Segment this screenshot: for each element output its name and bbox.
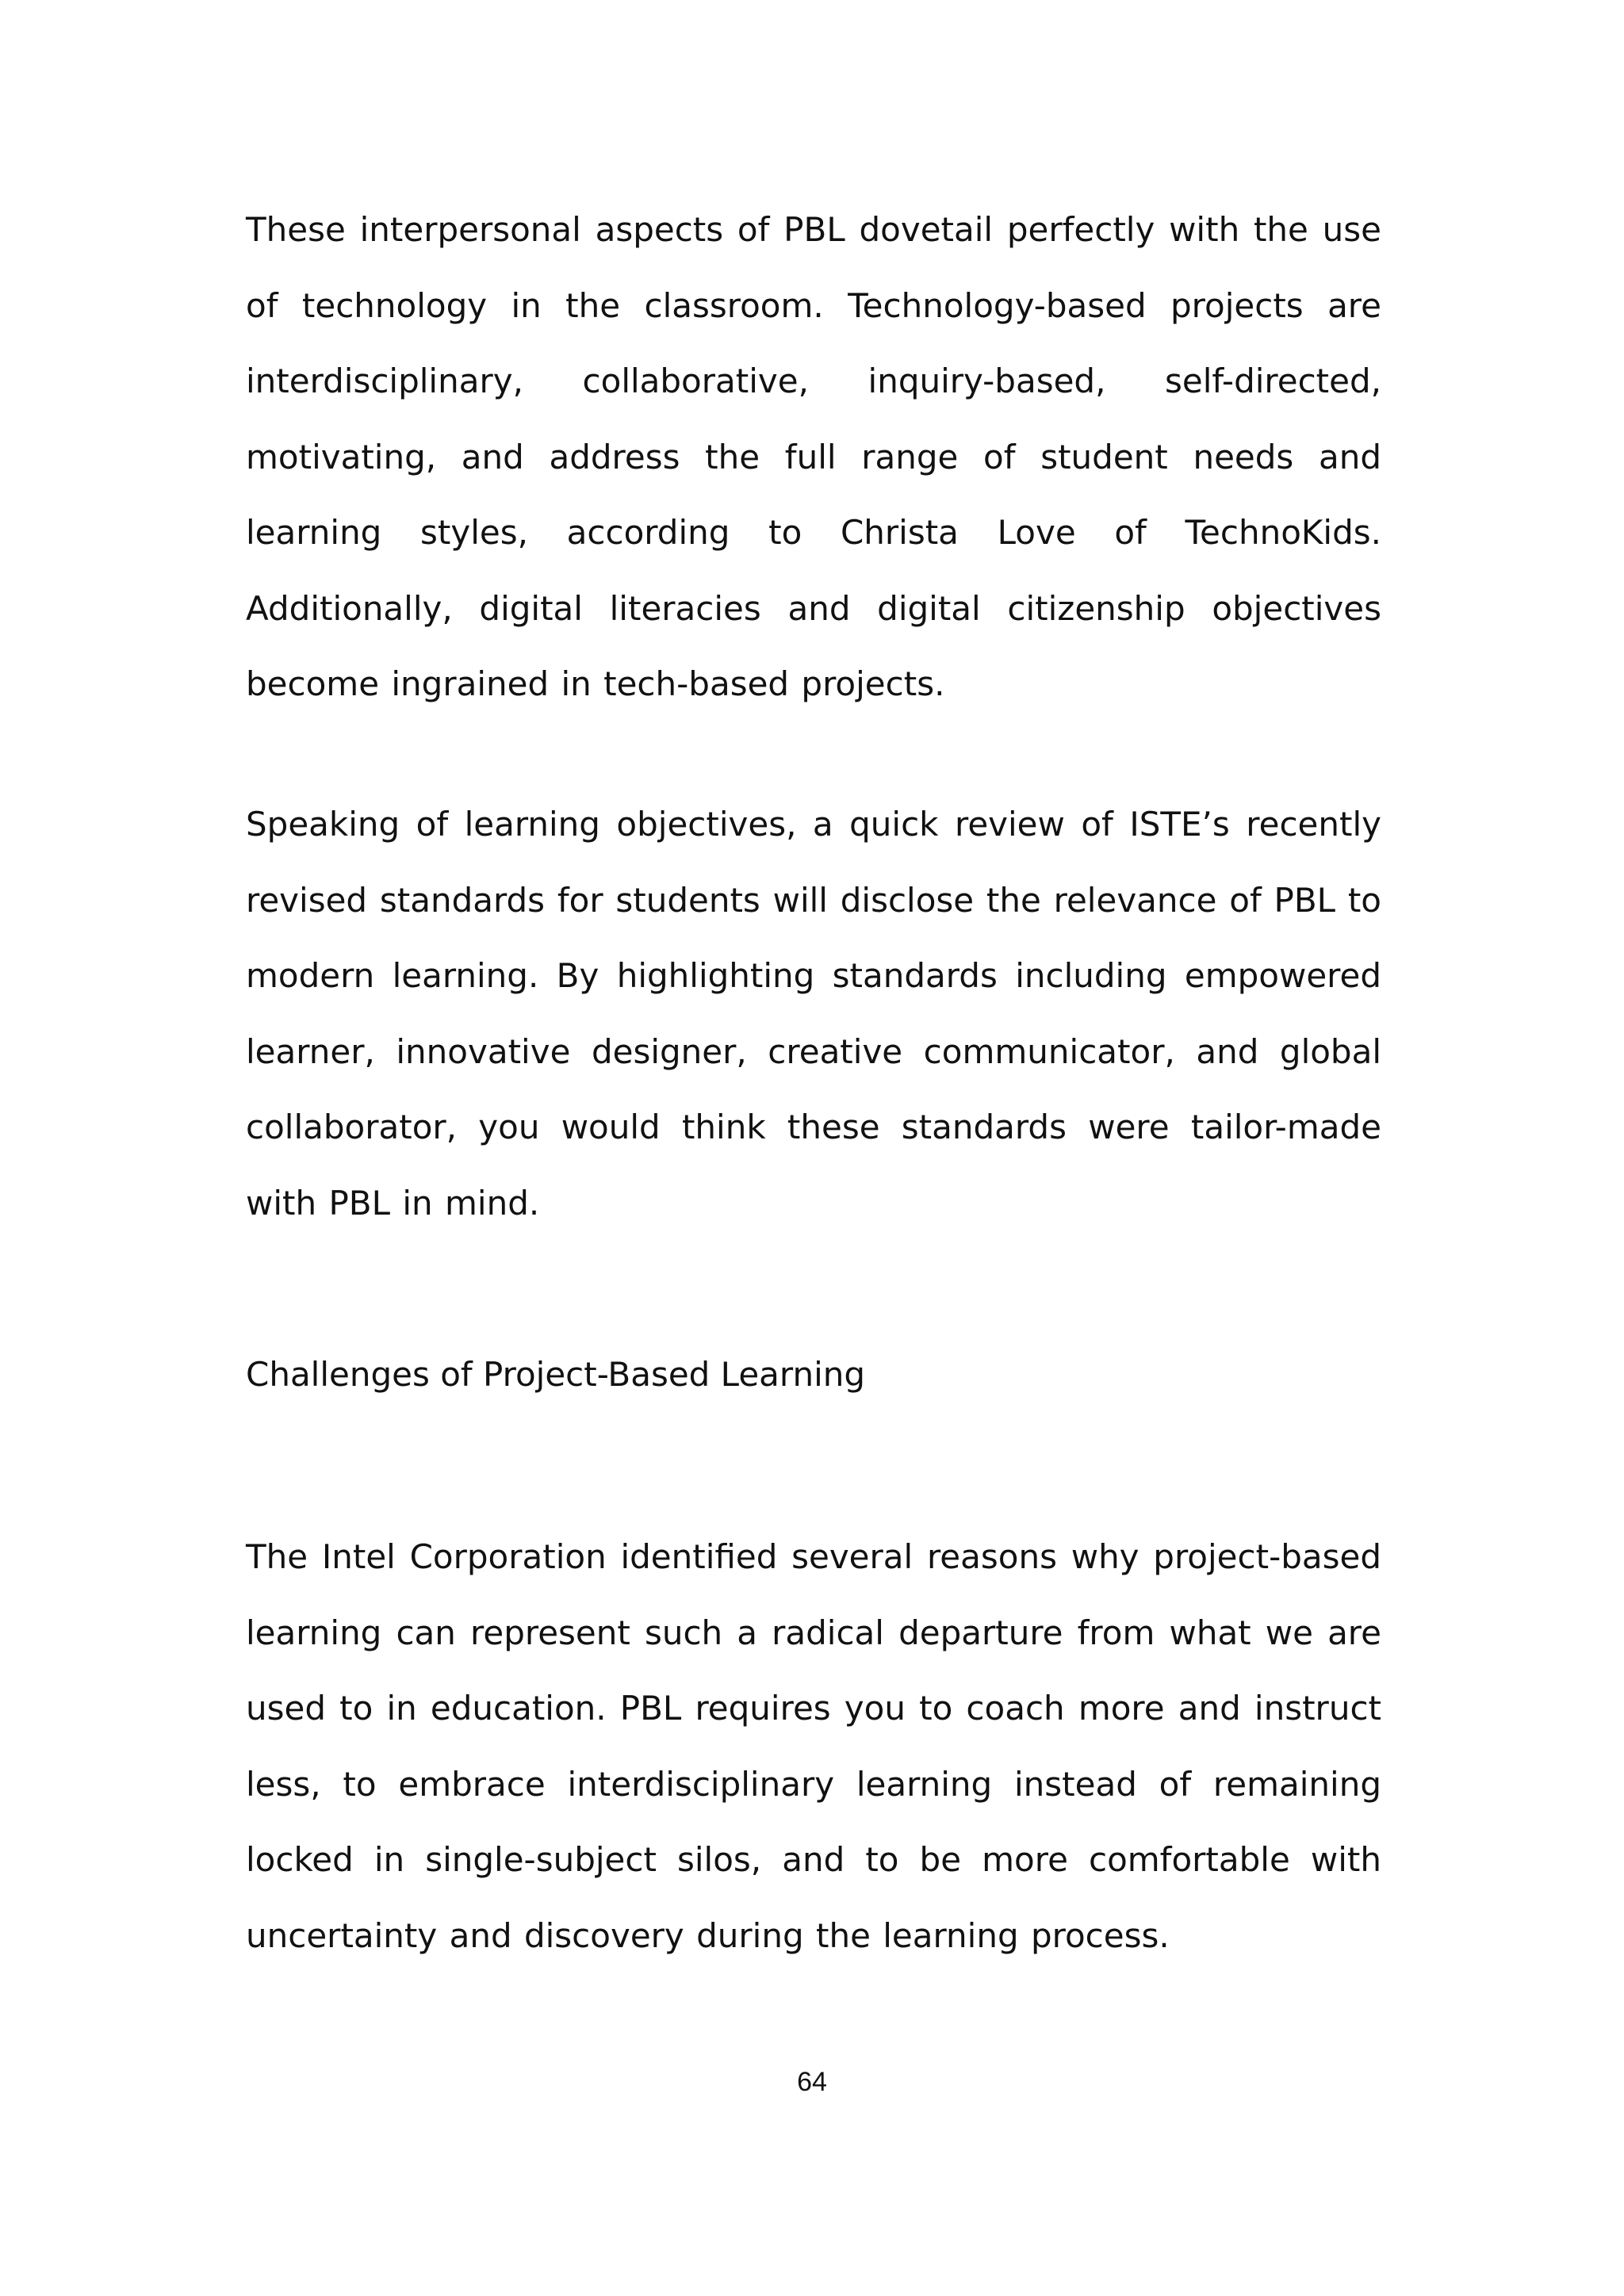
body-paragraph: The Intel Corporation identified several reasons why project-based learning can represent such a radical departure from what we are used to in education. PBL requires you to coach more and instruct less, to embrace interdisciplinary learning instead of remaining locked in single-subject silos, and to be more comfortable with uncertainty and discovery during the learning process. — [246, 1537, 1381, 1955]
body-paragraph: These interpersonal aspects of PBL dovetail perfectly with the use of technology in the classroom. Technology-based projects are interdisciplinary, collaborative, inquiry-based, self-directed, motivating, and address the full range of student needs and learning styles, according to Christa Love of TechnoKids. Additionally, digital literacies and digital citizenship objectives become ingrained in tech-based projects. — [246, 210, 1381, 703]
page-number: 64 — [797, 2067, 827, 2097]
section-heading: Challenges of Project-Based Learning — [246, 1355, 866, 1394]
body-paragraph: Speaking of learning objectives, a quick review of ISTE’s recently revised standards for students will disclose the relevance of PBL to modern learning. By highlighting standards including empowered learner, innovative designer, creative communicator, and global collaborator, you would think these standards were tailor-made with PBL in mind. — [246, 805, 1381, 1223]
